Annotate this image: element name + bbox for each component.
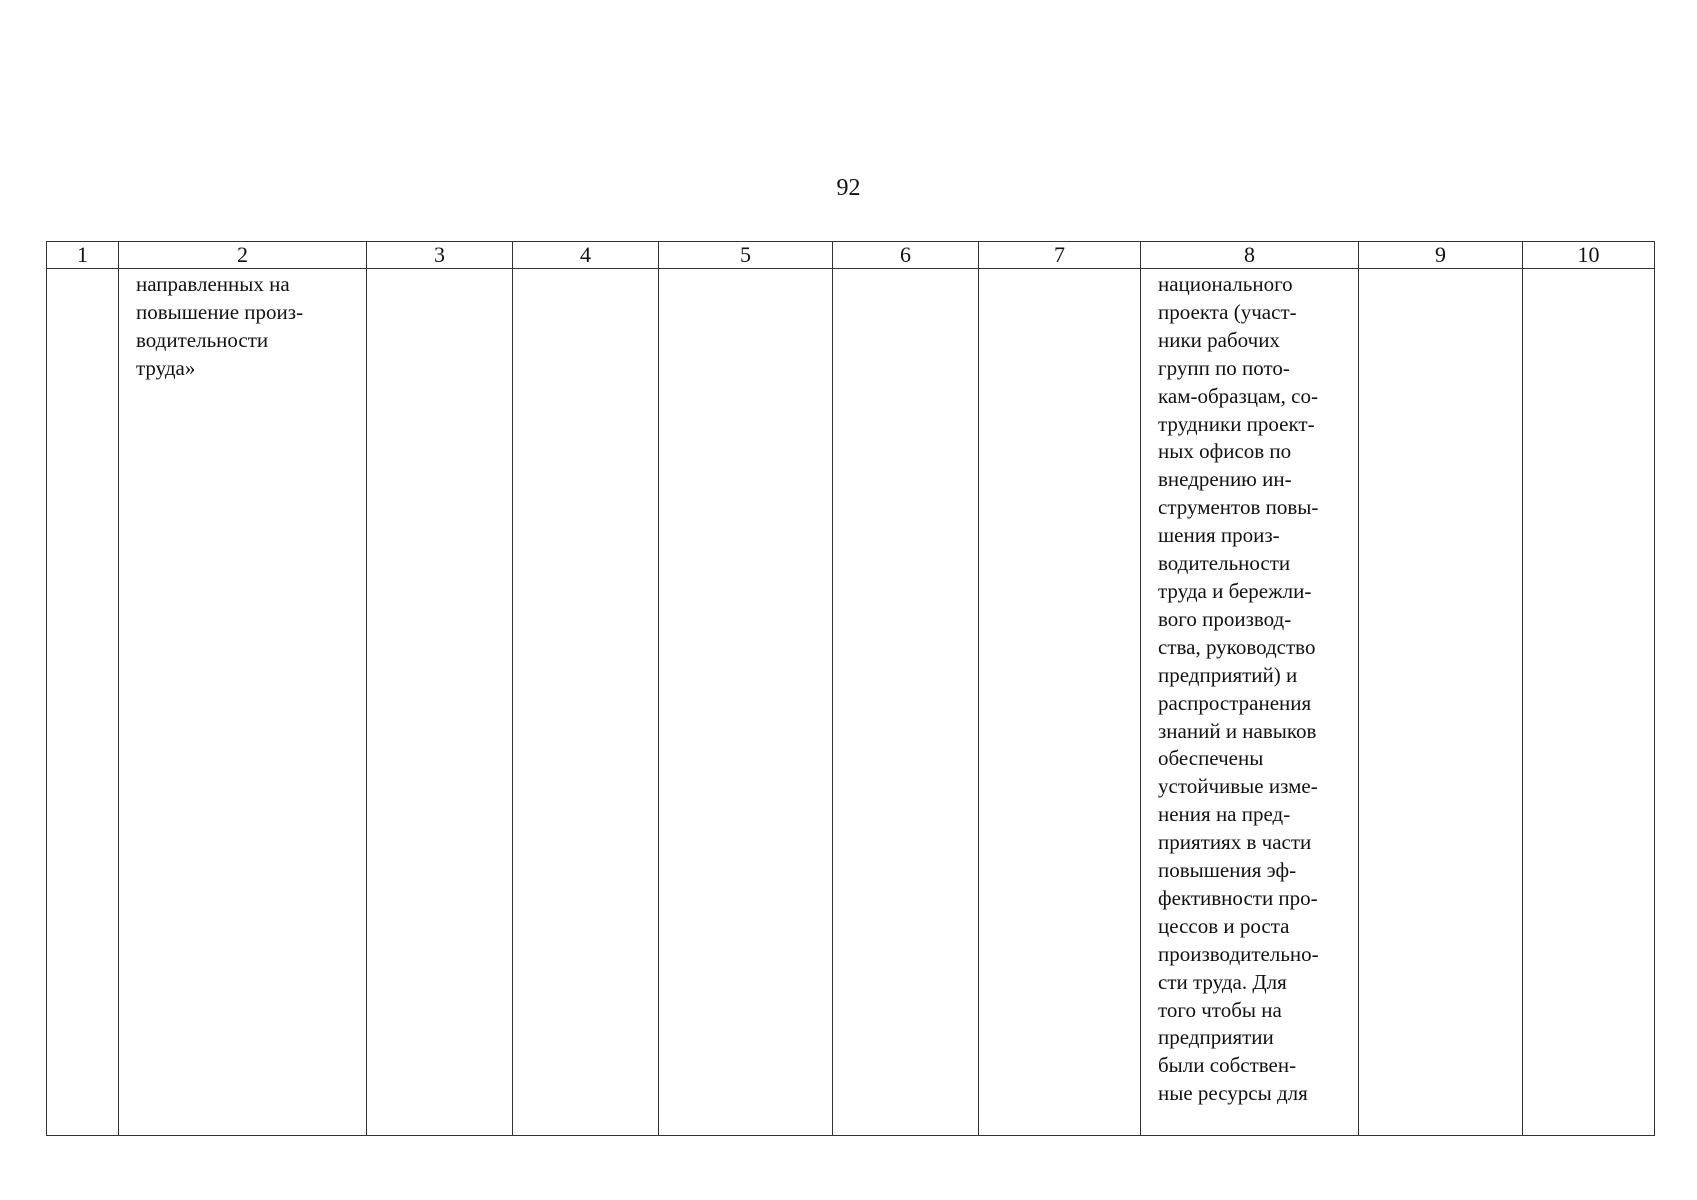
column-header-9: 9 — [1359, 242, 1523, 269]
text-line: повышение произ- — [136, 299, 304, 324]
text-line: знаний и навыков — [1158, 718, 1317, 743]
cell-col-5 — [659, 269, 833, 1136]
text-line: групп по пото- — [1158, 355, 1290, 380]
column-header-2: 2 — [119, 242, 367, 269]
text-line: повышения эф- — [1158, 858, 1297, 883]
data-table — [46, 241, 1655, 1136]
text-line: направленных на — [136, 272, 290, 296]
text-line: труда и бережли- — [1158, 578, 1312, 603]
table-header-row — [47, 242, 1655, 269]
column-header-4: 4 — [513, 242, 659, 269]
text-line: обеспечены — [1158, 746, 1264, 771]
cell-col-7 — [979, 269, 1141, 1136]
text-line: ных офисов по — [1158, 439, 1292, 464]
text-line: предприятии — [1158, 1025, 1274, 1050]
column-header-6: 6 — [833, 242, 979, 269]
text-line: сти труда. Для — [1158, 969, 1287, 994]
cell-col-1 — [47, 269, 119, 1136]
cell-col-4 — [513, 269, 659, 1136]
text-line: ства, руководство — [1158, 634, 1316, 659]
page-number: 92 — [836, 175, 861, 201]
cell-col-6 — [833, 269, 979, 1136]
text-line: устойчивые изме- — [1158, 774, 1318, 799]
text-line: распространения — [1158, 690, 1312, 715]
text-line: кам-образцам, со- — [1158, 383, 1318, 408]
cell-col-3 — [367, 269, 513, 1136]
cell-col-9 — [1359, 269, 1523, 1136]
text-line: водительности — [136, 327, 269, 352]
text-line: цессов и роста — [1158, 913, 1290, 938]
table-row — [47, 269, 1655, 1136]
column-header-7: 7 — [979, 242, 1141, 269]
text-line: струментов повы- — [1158, 495, 1319, 520]
text-line: были собствен- — [1158, 1053, 1297, 1078]
text-line: того чтобы на — [1158, 997, 1282, 1022]
text-line: производительно- — [1158, 941, 1319, 966]
cell-col-10 — [1523, 269, 1655, 1136]
cell-col-8 — [1141, 269, 1359, 1136]
column-header-3: 3 — [367, 242, 513, 269]
text-line: внедрению ин- — [1158, 467, 1292, 492]
text-line: фективности про- — [1158, 885, 1318, 910]
column-header-1: 1 — [47, 242, 119, 269]
text-line: водительности — [1158, 551, 1291, 576]
text-line: шения произ- — [1158, 523, 1280, 548]
column-header-10: 10 — [1523, 242, 1655, 269]
text-line: труда» — [136, 355, 196, 380]
text-line: трудники проект- — [1158, 411, 1315, 436]
text-line: ные ресурсы для — [1158, 1081, 1308, 1106]
cell-col-2-text — [119, 269, 366, 383]
cell-col-2 — [119, 269, 367, 1136]
column-header-5: 5 — [659, 242, 833, 269]
text-line: предприятий) и — [1158, 662, 1298, 687]
text-line: национального — [1158, 272, 1293, 296]
cell-col-8-text — [1141, 269, 1358, 1108]
text-line: вого производ- — [1158, 606, 1292, 631]
text-line: приятиях в части — [1158, 830, 1312, 855]
column-header-8: 8 — [1141, 242, 1359, 269]
text-line: ники рабочих — [1158, 327, 1280, 352]
text-line: нения на пред- — [1158, 802, 1291, 827]
text-line: проекта (участ- — [1158, 299, 1297, 324]
